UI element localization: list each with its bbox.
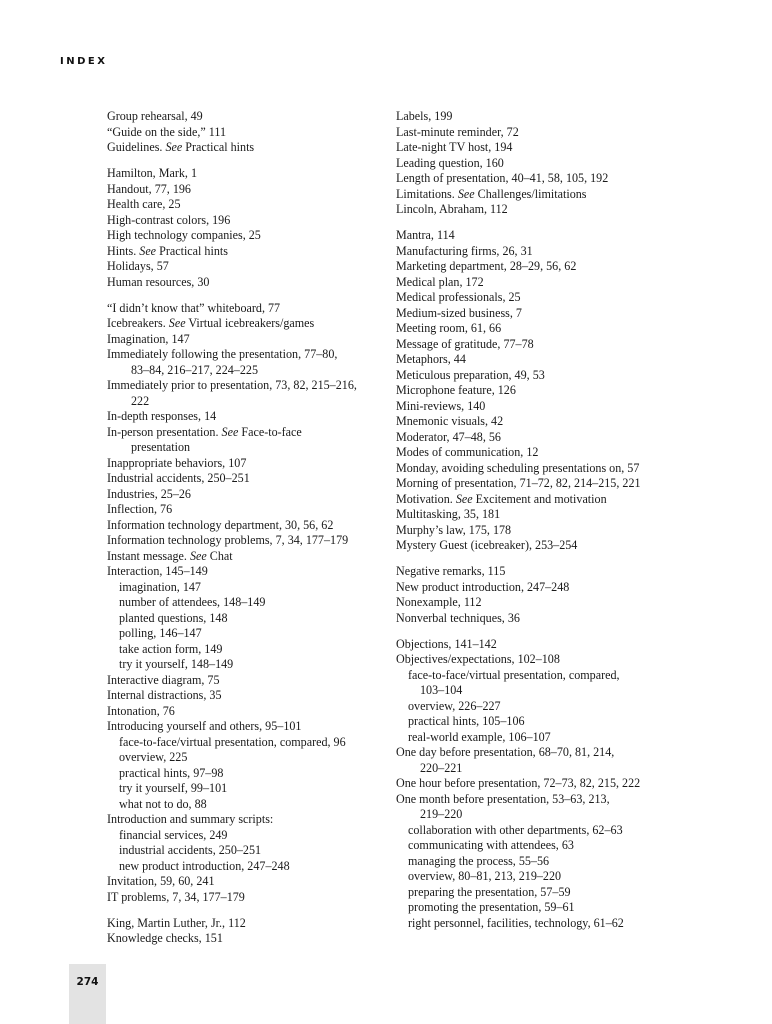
- entry-text: what not to do, 88: [119, 796, 207, 811]
- entry-text: Marketing department, 28–29, 56, 62: [396, 259, 577, 273]
- running-head: INDEX: [60, 56, 108, 67]
- entry-text: One day before presentation, 68–70, 81, 214,: [396, 745, 615, 759]
- index-subentry: [396, 699, 668, 715]
- entry-text: Murphy’s law, 175, 178: [396, 522, 512, 537]
- index-entry: [396, 228, 668, 244]
- index-entry-continuation: [396, 807, 668, 823]
- entry-text: One month before presentation, 53–63, 213,: [396, 791, 610, 806]
- entry-text: try it yourself, 99–101: [119, 781, 228, 795]
- see-reference-target: Practical hints: [185, 140, 255, 154]
- index-subentry: [396, 668, 668, 684]
- entry-text: take action form, 149: [119, 641, 223, 656]
- index-entry: [396, 430, 668, 446]
- entry-text: Motivation.: [396, 491, 453, 506]
- see-reference-target: Challenges/limitations: [477, 186, 587, 201]
- entry-text: Group rehearsal, 49: [107, 109, 203, 123]
- entry-text: practical hints, 97–98: [119, 765, 224, 780]
- entry-text: Immediately prior to presentation, 73, 82, 215–216,: [107, 378, 357, 392]
- entry-text: Interactive diagram, 75: [107, 672, 220, 687]
- index-entry: [107, 316, 379, 332]
- entry-text: Industries, 25–26: [107, 486, 191, 501]
- index-entry: [396, 523, 668, 539]
- index-subentry: [107, 859, 379, 875]
- index-entry: [107, 347, 379, 363]
- entry-text: communicating with attendees, 63: [408, 838, 574, 852]
- index-subentry: [396, 869, 668, 885]
- entry-text: Information technology department, 30, 56, 62: [107, 517, 334, 532]
- index-entry: [396, 368, 668, 384]
- index-subentry: [107, 828, 379, 844]
- index-entry: [396, 337, 668, 353]
- entry-text: Guidelines.: [107, 140, 163, 154]
- index-entry-continuation: [396, 761, 668, 777]
- entry-text: managing the process, 55–56: [408, 853, 550, 868]
- index-entry: [396, 652, 668, 668]
- index-subentry: [396, 838, 668, 854]
- index-entry: [396, 109, 668, 125]
- entry-text: Labels, 199: [396, 109, 453, 123]
- index-entry: [107, 549, 379, 565]
- entry-text: Medical plan, 172: [396, 274, 484, 289]
- page-number: 274: [76, 976, 99, 988]
- see-reference-label: See: [168, 316, 186, 330]
- see-reference-label: See: [221, 424, 239, 439]
- index-entry: [107, 533, 379, 549]
- index-entry: [396, 538, 668, 554]
- entry-text: Medium-sized business, 7: [396, 305, 522, 320]
- entry-text: Metaphors, 44: [396, 352, 466, 366]
- see-reference-target: Virtual icebreakers/games: [188, 316, 315, 330]
- letter-group-gap: [396, 554, 668, 565]
- entry-text: try it yourself, 148–149: [119, 657, 234, 671]
- index-entry: [107, 518, 379, 534]
- index-entry: [396, 580, 668, 596]
- see-reference-target: Chat: [209, 548, 233, 563]
- index-entry: [107, 471, 379, 487]
- index-subentry: [396, 823, 668, 839]
- index-entry: [107, 704, 379, 720]
- entry-text: Hamilton, Mark, 1: [107, 166, 198, 180]
- entry-text: Modes of communication, 12: [396, 445, 539, 459]
- index-entry: [396, 445, 668, 461]
- entry-text: Holidays, 57: [107, 259, 169, 273]
- index-entry: [107, 812, 379, 828]
- entry-text: New product introduction, 247–248: [396, 579, 570, 594]
- entry-text: Medical professionals, 25: [396, 290, 521, 304]
- index-subentry: [396, 900, 668, 916]
- entry-text: imagination, 147: [119, 579, 201, 594]
- entry-text: Multitasking, 35, 181: [396, 507, 501, 521]
- entry-text: Industrial accidents, 250–251: [107, 471, 250, 485]
- index-entry: [107, 564, 379, 580]
- index-subentry: [107, 750, 379, 766]
- index-entry: [396, 290, 668, 306]
- index-subentry: [107, 843, 379, 859]
- index-entry: [396, 125, 668, 141]
- index-entry: [396, 140, 668, 156]
- index-entry: [107, 874, 379, 890]
- index-entry: [396, 171, 668, 187]
- index-entry-continuation: [107, 394, 379, 410]
- see-reference-target: Practical hints: [159, 243, 228, 258]
- entry-text: Manufacturing firms, 26, 31: [396, 243, 533, 258]
- entry-text: polling, 146–147: [119, 626, 202, 640]
- entry-text: Mnemonic visuals, 42: [396, 414, 504, 428]
- index-entry: [107, 916, 379, 932]
- entry-text: “Guide on the side,” 111: [107, 124, 227, 139]
- entry-text: Leading question, 160: [396, 155, 504, 170]
- entry-text: Late-night TV host, 194: [396, 140, 513, 154]
- index-entry: [107, 197, 379, 213]
- index-subentry: [107, 766, 379, 782]
- entry-text: Intonation, 76: [107, 703, 175, 718]
- index-column-right: [396, 109, 668, 931]
- index-subentry: [107, 781, 379, 797]
- index-subentry: [107, 611, 379, 627]
- index-entry: [396, 745, 668, 761]
- entry-text: Negative remarks, 115: [396, 564, 506, 578]
- entry-text: Instant message.: [107, 548, 187, 563]
- index-entry: [396, 306, 668, 322]
- index-entry: [107, 890, 379, 906]
- index-entry: [107, 409, 379, 425]
- letter-group-gap: [107, 905, 379, 916]
- entry-text: Moderator, 47–48, 56: [396, 429, 501, 444]
- letter-group-gap: [107, 290, 379, 301]
- index-entry: [396, 352, 668, 368]
- index-subentry: [107, 580, 379, 596]
- entry-text: overview, 80–81, 213, 219–220: [408, 869, 562, 883]
- entry-text: Length of presentation, 40–41, 58, 105, 192: [396, 171, 609, 185]
- index-entry: [107, 259, 379, 275]
- index-entry: [396, 383, 668, 399]
- index-entry: [396, 476, 668, 492]
- entry-text: Inflection, 76: [107, 502, 173, 516]
- entry-text: 219–220: [420, 807, 463, 821]
- index-entry: [107, 673, 379, 689]
- entry-text: In-person presentation.: [107, 424, 219, 439]
- index-subentry: [107, 626, 379, 642]
- index-entry: [107, 166, 379, 182]
- index-entry: [107, 109, 379, 125]
- see-reference-label: See: [455, 491, 473, 506]
- entry-text: Icebreakers.: [107, 316, 166, 330]
- entry-text: planted questions, 148: [119, 610, 228, 625]
- entry-text: Introducing yourself and others, 95–101: [107, 719, 302, 733]
- index-subentry: [107, 797, 379, 813]
- index-entry: [396, 259, 668, 275]
- letter-group-gap: [396, 626, 668, 637]
- entry-text: overview, 226–227: [408, 698, 501, 713]
- index-entry: [107, 213, 379, 229]
- entry-text: Information technology problems, 7, 34, 177–179: [107, 533, 349, 547]
- entry-text: Meticulous preparation, 49, 53: [396, 367, 545, 382]
- entry-text: King, Martin Luther, Jr., 112: [107, 915, 246, 930]
- entry-text: Monday, avoiding scheduling presentations on, 57: [396, 460, 640, 475]
- entry-text: Microphone feature, 126: [396, 383, 516, 397]
- entry-text: Message of gratitude, 77–78: [396, 336, 534, 351]
- index-subentry: [107, 735, 379, 751]
- index-entry: [396, 611, 668, 627]
- index-subentry: [396, 854, 668, 870]
- index-entry: [107, 688, 379, 704]
- entry-text: Immediately following the presentation, 77–80,: [107, 347, 338, 361]
- see-reference-target: Face-to-face: [241, 424, 302, 439]
- entry-text: Mystery Guest (icebreaker), 253–254: [396, 538, 578, 552]
- entry-text: face-to-face/virtual presentation, compared,: [408, 667, 620, 682]
- page-number-tab: [69, 964, 106, 1024]
- letter-group-gap: [107, 156, 379, 167]
- entry-text: High-contrast colors, 196: [107, 212, 231, 227]
- index-entry: [396, 776, 668, 792]
- entry-text: Health care, 25: [107, 197, 181, 211]
- entry-text: overview, 225: [119, 750, 188, 764]
- index-entry: [107, 275, 379, 291]
- entry-text: Inappropriate behaviors, 107: [107, 455, 247, 470]
- index-entry: [396, 156, 668, 172]
- entry-text: Last-minute reminder, 72: [396, 124, 519, 139]
- index-entry: [396, 595, 668, 611]
- entry-text: Nonexample, 112: [396, 595, 482, 609]
- entry-text: “I didn’t know that” whiteboard, 77: [107, 300, 281, 315]
- entry-text: One hour before presentation, 72–73, 82, 215, 222: [396, 776, 641, 790]
- entry-text: High technology companies, 25: [107, 228, 261, 242]
- entry-text: 83–84, 216–217, 224–225: [131, 362, 258, 377]
- entry-text: face-to-face/virtual presentation, compared, 96: [119, 734, 346, 749]
- entry-text: real-world example, 106–107: [408, 729, 551, 744]
- index-entry: [107, 228, 379, 244]
- entry-text: number of attendees, 148–149: [119, 595, 266, 609]
- entry-text: Introduction and summary scripts:: [107, 812, 274, 826]
- index-entry-continuation: [107, 363, 379, 379]
- index-entry: [107, 332, 379, 348]
- index-entry: [107, 125, 379, 141]
- entry-text: Objections, 141–142: [396, 636, 497, 651]
- entry-text: Human resources, 30: [107, 274, 210, 289]
- index-entry: [107, 425, 379, 441]
- entry-text: 222: [131, 393, 150, 408]
- see-reference-target: Excitement and motivation: [475, 491, 607, 506]
- entry-text: Mini-reviews, 140: [396, 398, 486, 413]
- index-entry: [107, 140, 379, 156]
- index-subentry: [396, 714, 668, 730]
- letter-group-gap: [396, 218, 668, 229]
- index-subentry: [107, 595, 379, 611]
- index-subentry: [107, 642, 379, 658]
- index-entry-continuation: [107, 440, 379, 456]
- index-entry: [107, 502, 379, 518]
- entry-text: Knowledge checks, 151: [107, 931, 223, 945]
- index-subentry: [396, 730, 668, 746]
- see-reference-label: See: [139, 243, 157, 258]
- entry-text: right personnel, facilities, technology, 61–62: [408, 915, 624, 930]
- index-entry: [107, 378, 379, 394]
- entry-text: practical hints, 105–106: [408, 714, 525, 728]
- index-subentry: [396, 885, 668, 901]
- index-entry: [396, 399, 668, 415]
- index-entry: [107, 301, 379, 317]
- index-entry: [396, 414, 668, 430]
- entry-text: Objectives/expectations, 102–108: [396, 652, 560, 666]
- index-entry: [396, 564, 668, 580]
- entry-text: financial services, 249: [119, 827, 228, 842]
- index-entry: [396, 202, 668, 218]
- entry-text: Internal distractions, 35: [107, 688, 222, 702]
- entry-text: Morning of presentation, 71–72, 82, 214–215, 221: [396, 476, 641, 490]
- index-entry: [396, 492, 668, 508]
- index-entry: [396, 461, 668, 477]
- entry-text: Limitations.: [396, 186, 455, 201]
- entry-text: In-depth responses, 14: [107, 409, 217, 423]
- index-entry: [107, 456, 379, 472]
- entry-text: IT problems, 7, 34, 177–179: [107, 889, 245, 904]
- index-entry: [396, 792, 668, 808]
- index-entry: [107, 931, 379, 947]
- see-reference-label: See: [189, 548, 207, 563]
- entry-text: industrial accidents, 250–251: [119, 843, 262, 857]
- entry-text: Interaction, 145–149: [107, 564, 208, 578]
- entry-text: Handout, 77, 196: [107, 181, 191, 196]
- entry-text: 103–104: [420, 683, 463, 697]
- index-entry: [107, 487, 379, 503]
- entry-text: Lincoln, Abraham, 112: [396, 202, 508, 216]
- entry-text: promoting the presentation, 59–61: [408, 900, 575, 914]
- index-entry: [107, 244, 379, 260]
- entry-text: Meeting room, 61, 66: [396, 321, 502, 335]
- entry-text: Nonverbal techniques, 36: [396, 610, 520, 625]
- entry-text: collaboration with other departments, 62–63: [408, 822, 623, 837]
- index-entry: [396, 507, 668, 523]
- entry-text: 220–221: [420, 760, 463, 775]
- index-subentry: [396, 916, 668, 932]
- entry-text: Mantra, 114: [396, 228, 455, 242]
- index-entry: [396, 321, 668, 337]
- index-entry: [396, 637, 668, 653]
- index-entry: [107, 719, 379, 735]
- index-entry: [396, 244, 668, 260]
- index-column-left: [107, 109, 379, 947]
- see-reference-label: See: [165, 140, 183, 154]
- entry-text: presentation: [131, 440, 191, 454]
- entry-text: Hints.: [107, 243, 137, 258]
- index-entry: [107, 182, 379, 198]
- index-entry: [396, 187, 668, 203]
- see-reference-label: See: [457, 186, 475, 201]
- index-entry-continuation: [396, 683, 668, 699]
- entry-text: Imagination, 147: [107, 331, 190, 346]
- entry-text: new product introduction, 247–248: [119, 858, 290, 873]
- entry-text: preparing the presentation, 57–59: [408, 884, 571, 899]
- index-entry: [396, 275, 668, 291]
- index-subentry: [107, 657, 379, 673]
- entry-text: Invitation, 59, 60, 241: [107, 874, 215, 888]
